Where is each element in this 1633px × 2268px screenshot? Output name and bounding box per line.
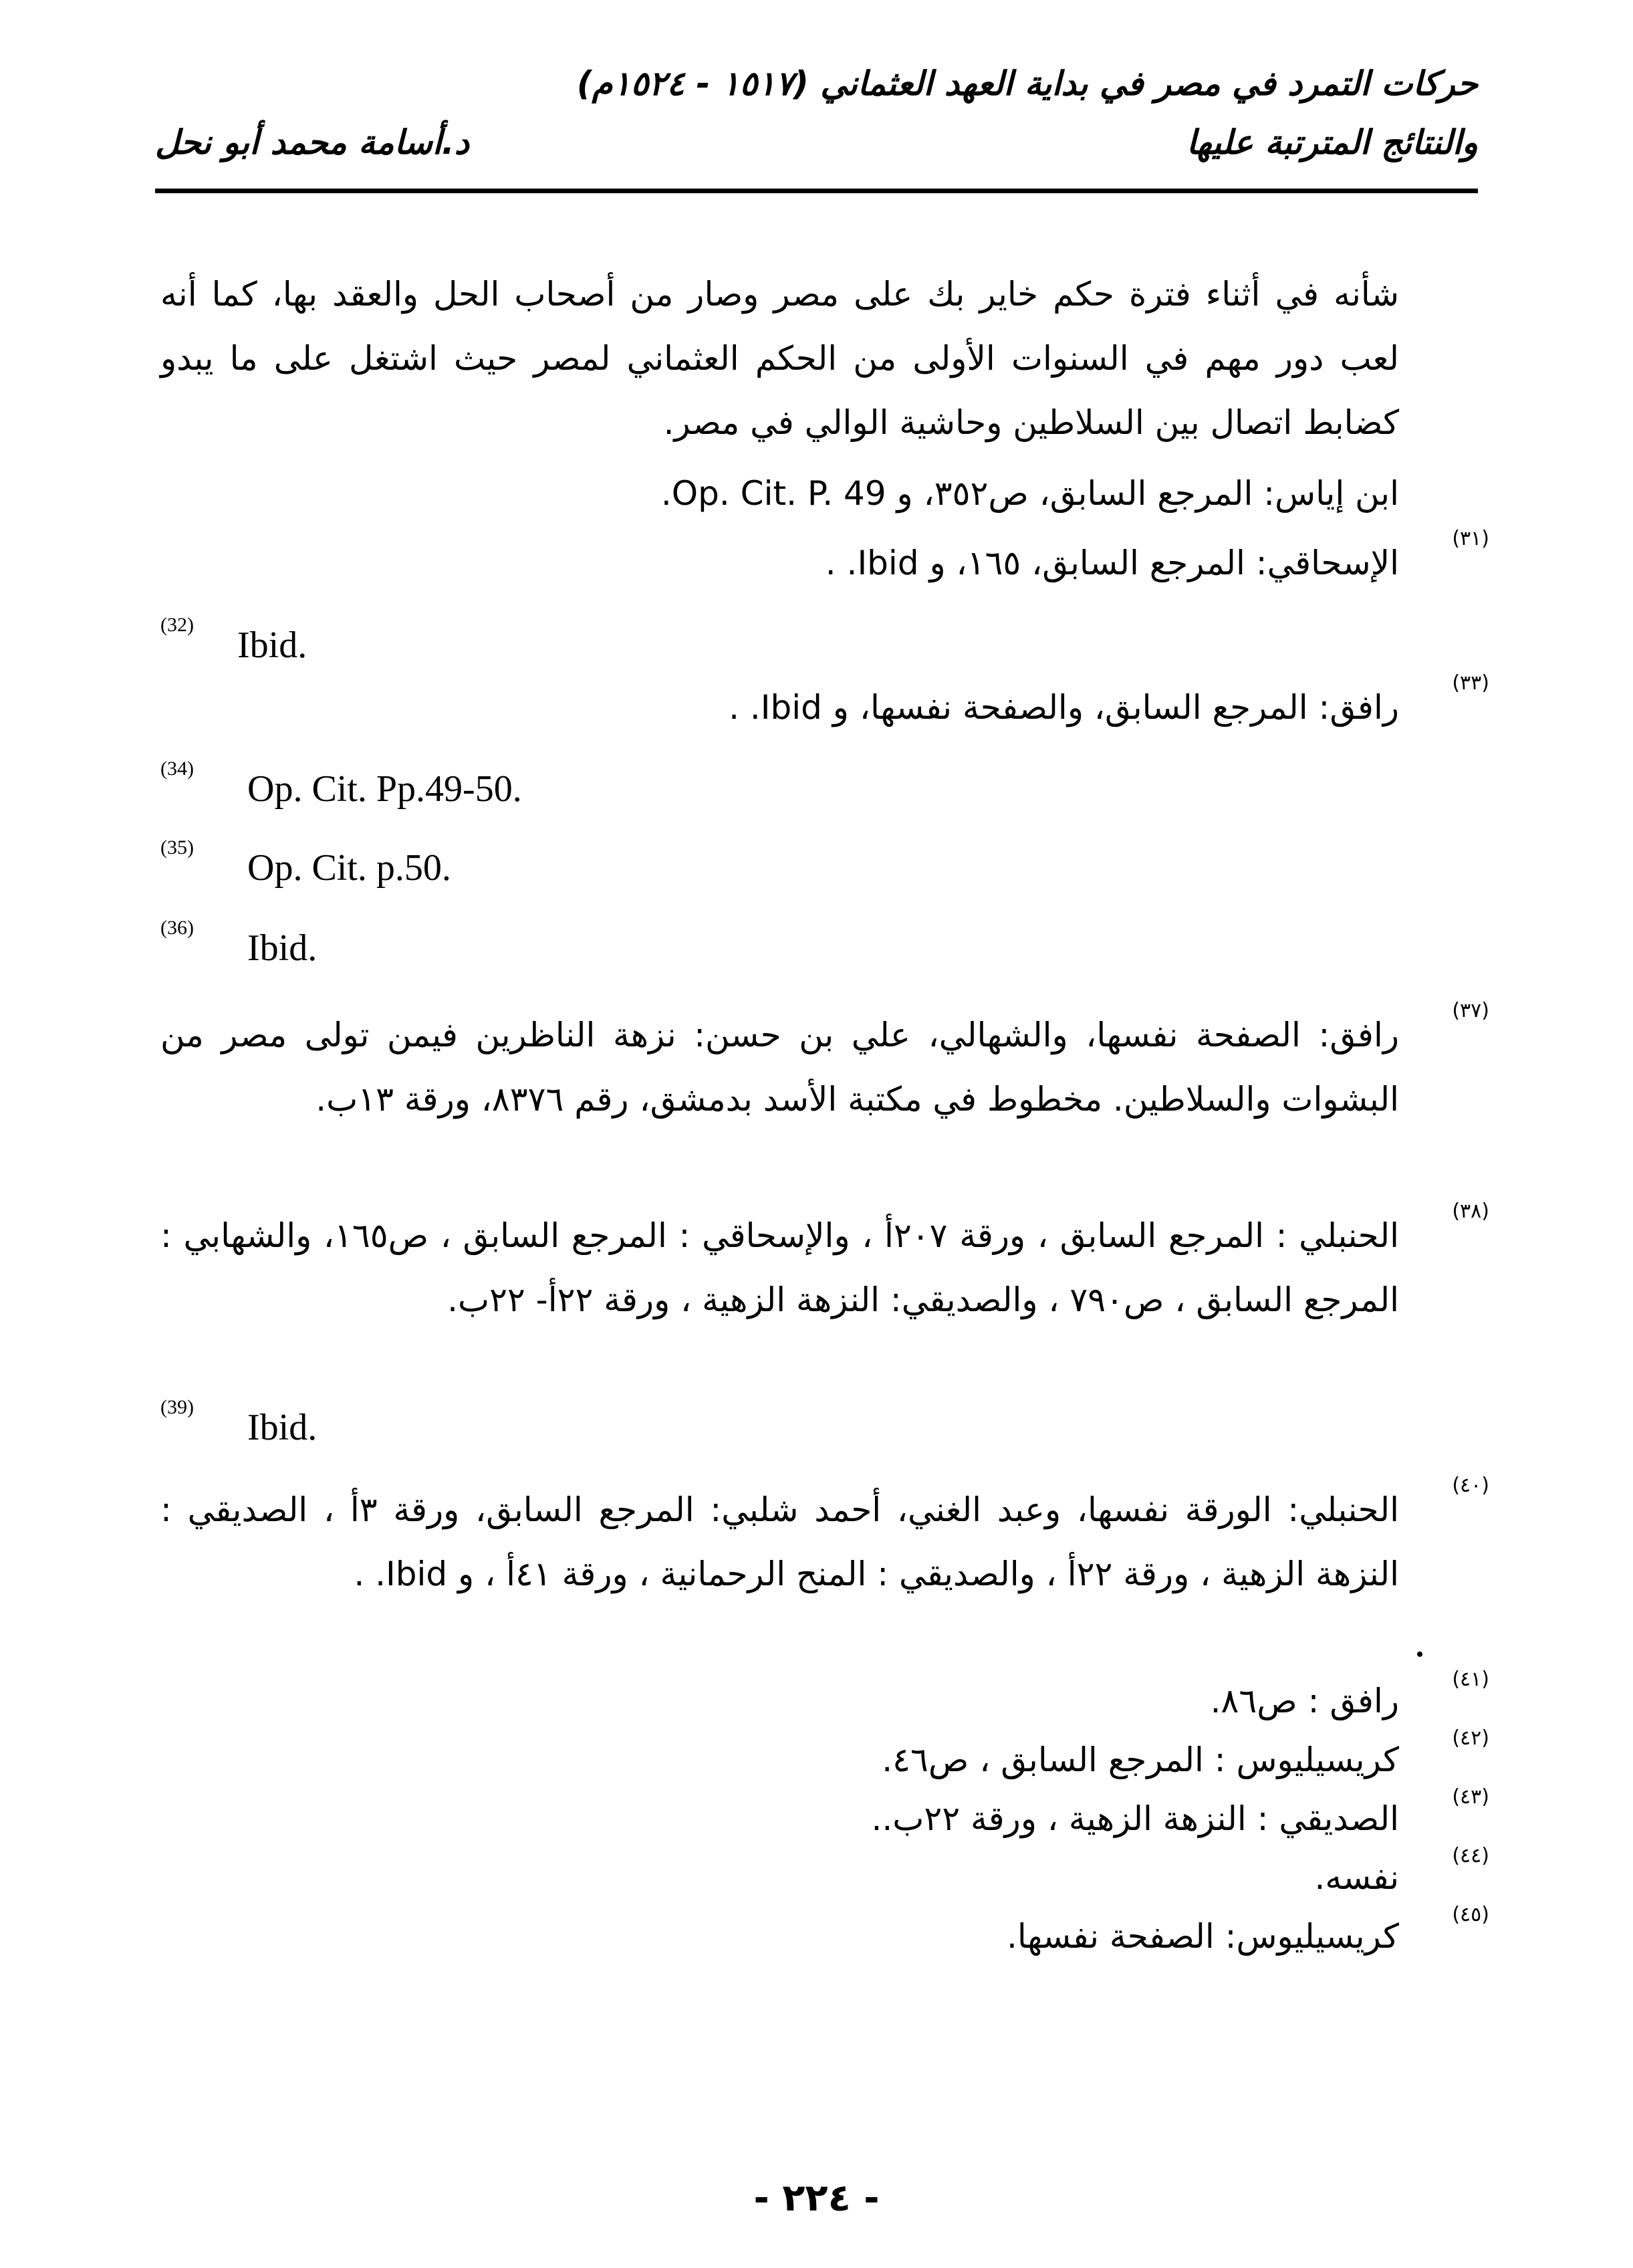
footnote-text: الصديقي : النزهة الزهية ، ورقة ٢٢ب..	[871, 1799, 1399, 1838]
footnote-34	[160, 758, 1489, 816]
footnote-number: (٣١)	[1452, 527, 1489, 550]
footnote-number: (٤٥)	[1452, 1903, 1489, 1926]
footnote-text: رافق : ص٨٦.	[1210, 1682, 1399, 1720]
footnote-number: (36)	[160, 917, 194, 939]
footnote-number: (35)	[160, 836, 194, 859]
footnote-text: رافق: الصفحة نفسها، والشهالي، علي بن حسن: نزهة الناظرين فيمن تولى مصر من البشوات والسلاطين. مخطوط في مكتبة الأسد بدمشق، رقم ٨٣٧٦، ورقة ١٣ب.	[160, 1016, 1399, 1119]
footnote-41	[160, 1668, 1489, 1730]
footnote-number: (٤٣)	[1452, 1785, 1489, 1809]
header-subtitle: والنتائج المترتبة عليها	[1186, 123, 1478, 162]
footnote-text: الحنبلي : المرجع السابق ، ورقة ٢٠٧أ ، والإسحاقي : المرجع السابق ، ص١٦٥، والشهابي : المرجع السابق ، ص٧٩٠ ، والصديقي: النزهة الزهية ، ورقة ٢٢أ- ٢٢ب.	[160, 1216, 1399, 1319]
footnote-38	[160, 1200, 1489, 1332]
footnote-text: Ibid.	[247, 1407, 318, 1448]
footnote-text: الحنبلي: الورقة نفسها، وعبد الغني، أحمد شلبي: المرجع السابق، ورقة ٣أ ، الصديقي : النزهة الزهية ، ورقة ٢٢أ ، والصديقي : المنح الرحمانية ، ورقة ٤١أ ، و Ibid. .	[160, 1490, 1400, 1593]
footnote-number: (34)	[160, 758, 194, 780]
footnote-number: (٤٢)	[1452, 1726, 1489, 1750]
footnote-text: نفسه.	[1314, 1858, 1399, 1897]
footnote-39	[160, 1396, 1489, 1454]
footnote-37	[160, 999, 1489, 1131]
footnote-text: Ibid.	[247, 927, 318, 969]
header-title: حركات التمرد في مصر في بداية العهد العثماني (١٥١٧ - ١٥٢٤م)	[576, 64, 1478, 103]
footnote-text: Op. Cit. p.50.	[247, 847, 451, 889]
footnote-text: ابن إياس: المرجع السابق، ص٣٥٢، و Op. Cit. P. 49.	[660, 474, 1399, 513]
page-number: - ٢٢٤ -	[753, 2176, 880, 2220]
footnote-31	[160, 527, 1489, 595]
footnote-36	[160, 917, 1489, 975]
footnote-number: (٤٤)	[1452, 1844, 1489, 1867]
header-rule	[155, 189, 1478, 193]
body-paragraph: شأنه في أثناء فترة حكم خاير بك على مصر وصار من أصحاب الحل والعقد بها، كما أنه لعب دور مهم في السنوات الأولى من الحكم العثماني لمصر حيث اشتغل على ما يبدو كضابط اتصال بين السلاطين وحاشية الوالي في مصر.	[160, 275, 1399, 442]
footnote-45	[160, 1903, 1489, 1966]
footnote-43	[160, 1785, 1489, 1848]
footnote-number: (٤١)	[1452, 1668, 1489, 1691]
footnote-number: (٤٠)	[1452, 1474, 1489, 1497]
footnote-30-continued	[160, 461, 1489, 526]
footnote-text: رافق: المرجع السابق، والصفحة نفسها، و Ibid. .	[729, 688, 1399, 727]
footnote-33	[160, 671, 1489, 740]
footnote-text: Op. Cit. Pp.49-50.	[247, 768, 522, 810]
footnote-35	[160, 836, 1489, 895]
footnote-number: (٣٨)	[1452, 1200, 1489, 1223]
footnote-text: الإسحاقي: المرجع السابق، ١٦٥، و Ibid. .	[825, 544, 1399, 582]
footnote-44	[160, 1844, 1489, 1907]
stray-dot	[1417, 1652, 1422, 1657]
footnote-number: (39)	[160, 1396, 194, 1418]
footnote-text: Ibid.	[237, 625, 307, 666]
header-author: د.أسامة محمد أبو نحل	[155, 123, 469, 162]
footnote-42	[160, 1726, 1489, 1789]
footnote-40	[160, 1474, 1489, 1606]
footnote-text: كريسيليوس : المرجع السابق ، ص٤٦.	[882, 1740, 1399, 1779]
footnote-number: (٣٧)	[1452, 999, 1489, 1022]
footnote-text: كريسيليوس: الصفحة نفسها.	[1007, 1917, 1399, 1956]
footnote-32	[160, 614, 1489, 672]
footnote-number: (٣٣)	[1452, 671, 1489, 695]
footnote-number: (32)	[160, 614, 194, 636]
running-header	[155, 64, 1478, 198]
